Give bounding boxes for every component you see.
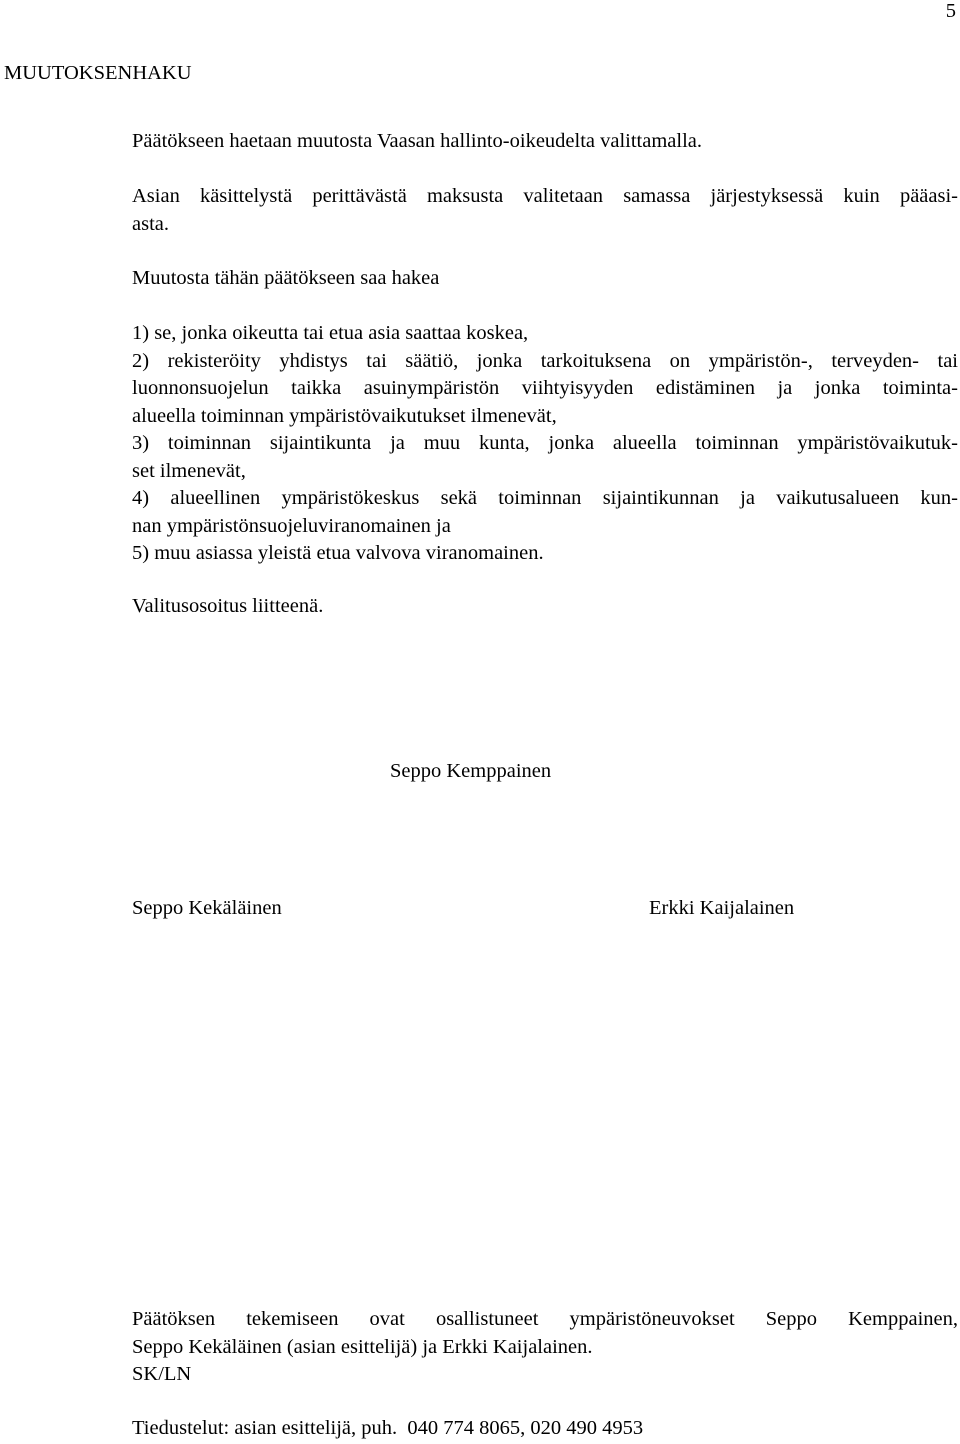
list-item: set ilmenevät, <box>132 459 246 482</box>
contact-paragraph <box>132 1415 958 1443</box>
appeal-rights-list <box>132 320 958 568</box>
fee-text-line-2: asta. <box>132 212 169 235</box>
list-item: nan ympäristönsuojeluviranomainen ja <box>132 514 451 537</box>
list-item: alueella toiminnan ympäristövaikutukset ilmenevät, <box>132 404 557 427</box>
appeal-text: Päätökseen haetaan muutosta Vaasan hallinto-oikeudelta valittamalla. <box>132 130 703 152</box>
list-item: 1) se, jonka oikeutta tai etua asia saattaa koskea, <box>132 322 529 344</box>
signature-chair: Seppo Kemppainen <box>390 760 552 782</box>
intro-paragraph <box>132 265 958 293</box>
attachment-paragraph <box>132 593 958 621</box>
fee-text-line-1: Asian käsittelystä perittävästä maksusta valitetaan samassa järjestyksessä kuin pääasi- <box>132 185 958 207</box>
section-heading: MUUTOKSENHAKU <box>4 62 192 84</box>
participants-line-2: Seppo Kekäläinen (asian esittelijä) ja Erkki Kaijalainen. <box>132 1335 593 1358</box>
list-item: 4) alueellinen ympäristökeskus sekä toiminnan sijaintikunnan ja vaikutusalueen kun- <box>132 487 958 509</box>
page-number: 5 <box>945 0 956 22</box>
appeal-paragraph <box>132 128 958 156</box>
list-item: 3) toiminnan sijaintikunta ja muu kunta, jonka alueella toiminnan ympäristövaikutuk- <box>132 432 958 454</box>
participants-paragraph <box>132 1306 958 1389</box>
signature-right: Erkki Kaijalainen <box>649 897 795 919</box>
list-item: 2) rekisteröity yhdistys tai säätiö, jonka tarkoituksena on ympäristön-, terveyden- tai <box>132 349 958 372</box>
fee-paragraph <box>132 183 958 238</box>
initials: SK/LN <box>132 1363 192 1385</box>
participants-line-1: Päätöksen tekemiseen ovat osallistuneet ympäristöneuvokset Seppo Kemppainen, <box>132 1308 958 1330</box>
list-item: luonnonsuojelun taikka asuinympäristön viihtyisyyden edistäminen ja jonka toiminta- <box>132 377 958 399</box>
contact-text: Tiedustelut: asian esittelijä, puh. 040 774 8065, 020 490 4953 <box>132 1417 644 1439</box>
intro-text: Muutosta tähän päätökseen saa hakea <box>132 267 440 289</box>
attachment-text: Valitusosoitus liitteenä. <box>132 595 324 617</box>
signature-left: Seppo Kekäläinen <box>132 897 282 919</box>
list-item: 5) muu asiassa yleistä etua valvova viranomainen. <box>132 542 544 564</box>
